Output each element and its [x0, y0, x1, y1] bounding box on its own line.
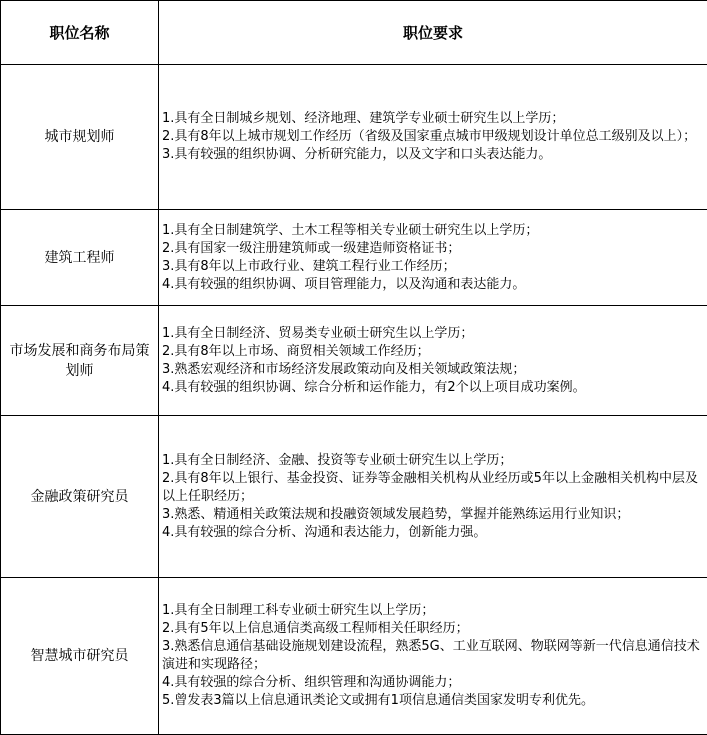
requirement-item: 2.具有8年以上城市规划工作经历（省级及国家重点城市甲级规划设计单位总工级别及以上）；	[162, 128, 707, 146]
table-row	[1, 416, 707, 578]
position-title: 智慧城市研究员	[1, 578, 159, 735]
position-title: 市场发展和商务布局策划师	[1, 306, 159, 416]
table-row	[1, 578, 707, 735]
table-row	[1, 65, 707, 210]
requirement-item: 3.熟悉、精通相关政策法规和投融资领域发展趋势，掌握并能熟练运用行业知识；	[162, 506, 707, 524]
requirement-item: 3.具有较强的组织协调、分析研究能力，以及文字和口头表达能力。	[162, 146, 707, 164]
requirement-item: 4.具有较强的组织协调、项目管理能力，以及沟通和表达能力。	[162, 276, 707, 294]
requirement-item: 1.具有全日制城乡规划、经济地理、建筑学专业硕士研究生以上学历；	[162, 110, 707, 128]
requirement-item: 3.熟悉信息通信基础设施规划建设流程，熟悉5G、工业互联网、物联网等新一代信息通信技术演进和实现路径；	[162, 638, 707, 674]
requirement-item: 4.具有较强的综合分析、组织管理和沟通协调能力；	[162, 674, 707, 692]
header-row	[1, 1, 707, 65]
requirement-item: 4.具有较强的组织协调、综合分析和运作能力，有2个以上项目成功案例。	[162, 379, 707, 397]
position-title: 城市规划师	[1, 65, 159, 210]
position-requirements	[159, 65, 707, 210]
requirement-item: 2.具有国家一级注册建筑师或一级建造师资格证书；	[162, 240, 707, 258]
table-row	[1, 210, 707, 306]
requirement-item: 2.具有5年以上信息通信类高级工程师相关任职经历；	[162, 620, 707, 638]
requirement-item: 1.具有全日制经济、贸易类专业硕士研究生以上学历；	[162, 325, 707, 343]
requirement-item: 3.熟悉宏观经济和市场经济发展政策动向及相关领域政策法规；	[162, 361, 707, 379]
requirement-item: 5.曾发表3篇以上信息通讯类论文或拥有1项信息通信类国家发明专利优先。	[162, 692, 707, 710]
header-position-requirements: 职位要求	[159, 1, 707, 65]
requirement-item: 2.具有8年以上市场、商贸相关领域工作经历；	[162, 343, 707, 361]
position-title: 建筑工程师	[1, 210, 159, 306]
requirement-item: 4.具有较强的综合分析、沟通和表达能力，创新能力强。	[162, 524, 707, 542]
position-requirements	[159, 416, 707, 578]
requirement-item: 1.具有全日制理工科专业硕士研究生以上学历；	[162, 602, 707, 620]
position-requirements	[159, 306, 707, 416]
requirement-item: 1.具有全日制建筑学、土木工程等相关专业硕士研究生以上学历；	[162, 222, 707, 240]
requirement-item: 1.具有全日制经济、金融、投资等专业硕士研究生以上学历；	[162, 452, 707, 470]
header-position-name: 职位名称	[1, 1, 159, 65]
requirement-item: 2.具有8年以上银行、基金投资、证券等金融相关机构从业经历或5年以上金融相关机构中层及以上任职经历；	[162, 470, 707, 506]
table-row	[1, 306, 707, 416]
requirement-item: 3.具有8年以上市政行业、建筑工程行业工作经历；	[162, 258, 707, 276]
position-requirements	[159, 210, 707, 306]
position-requirements	[159, 578, 707, 735]
position-title: 金融政策研究员	[1, 416, 159, 578]
